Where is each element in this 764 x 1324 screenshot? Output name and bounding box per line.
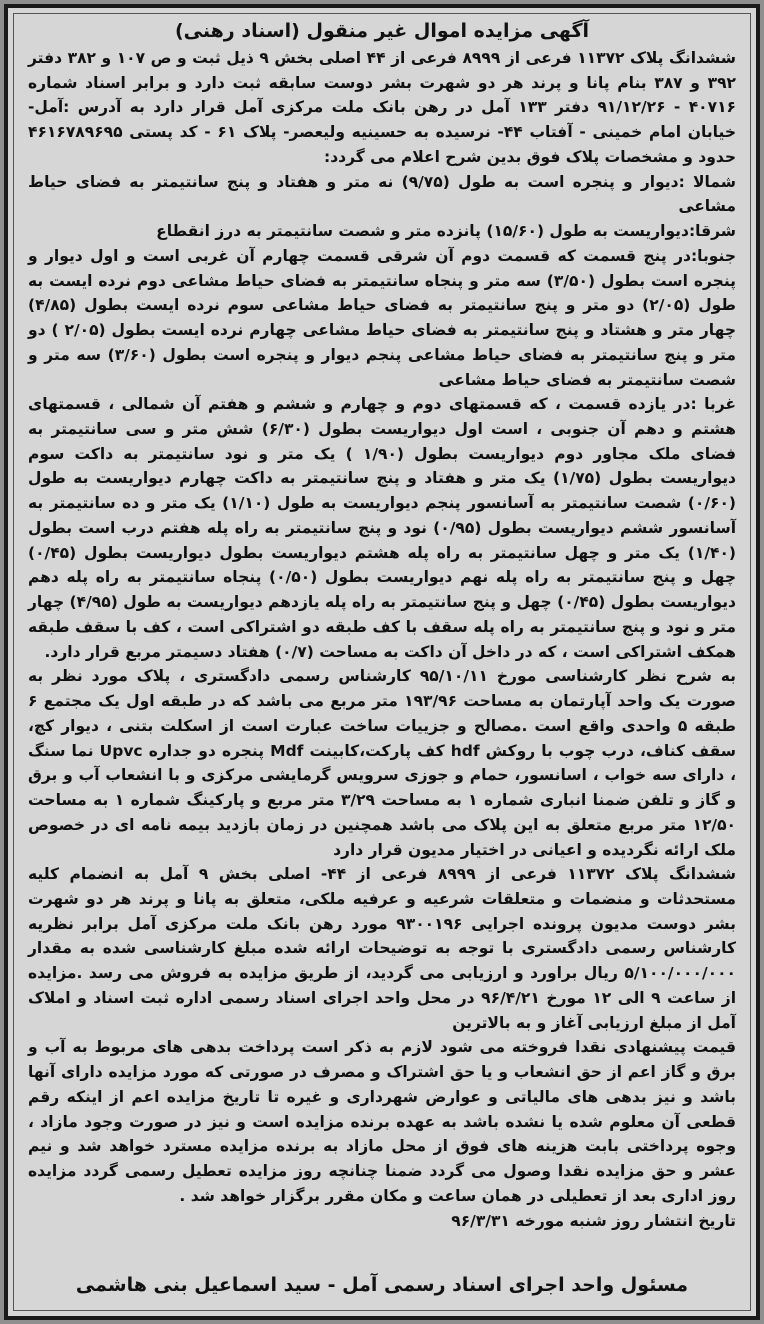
notice-paragraph-west: غربا :در یازده قسمت ، که قسمتهای دوم و چهارم و ششم و هفتم آن شمالی ، قسمتهای هشتم و دهم آن جنوبی ، است اول دیواریست بطول (۶/۳۰) شش متر و سی سانتیمتر به فضای ملک مجاور دوم دیواریست بطول (۱/۹۰ ) یک متر و نود سانتیمتر به داکت سوم دیواریست بطول (۱/۷۵) یک متر و هفتاد و پنج سانتیمتر به داکت چهارم دیواریست به طول (۰/۶۰) شصت سانتیمتر به آسانسور پنجم دیواریست به طول (۱/۱۰) یک متر و ده سانتیمتر به آسانسور ششم دیواریست بطول (۰/۹۵) نود و پنج سانتیمتر به راه پله هفتم درب است بطول (۱/۴۰) یک متر و چهل سانتیمتر به راه پله هشتم دیواریست بطول دیواریست بطول (۰/۴۵) چهل و پنج سانتیمتر به راه پله نهم دیواریست بطول (۰/۵۰) پنجاه سانتیمتر به راه پله دهم دیواریست بطول (۰/۴۵) چهل و پنج سانتیمتر به راه پله یازدهم دیواریست به طول (۴/۹۵) چهار متر و نود و پنج سانتیمتر به راه پله سقف با کف طبقه دو اشتراکی است ، کف با سقف طبقه همکف اشتراکی است ، که در داخل آن داکت به مساحت (۰/۷) هفتاد دسیمتر مربع قرار دارد. (28, 395, 737, 661)
notice-title: آگهی مزایده اموال غیر منقول (اسناد رهنی) (174, 20, 590, 42)
notice-paragraph-appraisal: به شرح نظر کارشناسی مورخ ۹۵/۱۰/۱۱ کارشناس رسمی دادگستری ، پلاک مورد نظر به صورت یک واحد آپارتمان به مساحت ۱۹۳/۹۶ متر مربع می باشد که در طبقه اول یک مجتمع ۶ طبقه ۵ واحدی واقع است .مصالح و جزییات ساخت عبارت است از اسکلت بتنی ، دیوار کچ، سقف کناف، درب چوب با روکش hdf کف پارکت،کابینت Mdf پنجره دو جداره Upvc نما سنگ ، دارای سه خواب ، اسانسور، حمام و جوزی سرویس گرمایشی مرکزی و با انشعاب آب و برق و گاز و تلفن ضمنا انباری شماره ۱ به مساحت ۳/۲۹ متر مربع و پارکینگ شماره ۱ به مساحت ۱۲/۵۰ متر مربع متعلق به این پلاک می باشد همچنین در زمان بازدید بیمه نامه ای در خصوص ملک ارائه نگردیده و اعیانی در اختیار مدیون قرار دارد (28, 667, 737, 859)
notice-paragraph-east: شرقا:دیواریست به طول (۱۵/۶۰) پانزده متر و شصت سانتیمتر به درز انقطاع (156, 222, 736, 241)
notice-paragraph-conditions: قیمت پیشنهادی نقدا فروخته می شود لازم به ذکر است پرداخت بدهی های مربوط به آب و برق و گاز اعم از حق انشعاب و یا حق اشتراک و مصرف در صورتی که مورد مزایده دارای آنها باشد و نیز بدهی های مالیاتی و عوارض شهرداری و غیره تا تاریخ مزایده اعم از اینکه رقم قطعی آن معلوم شده یا نشده باشد به عهده برنده مزایده است و نیز در صورت وجود مازاد ، وجوه پرداختی بابت هزینه های فوق از محل مازاد به برنده مزایده مسترد خواهد شد و نیم عشر و حق مزایده نقدا وصول می گردد ضمنا چنانچه روز مزایده تعطیل رسمی گردد مزایده روز اداری بعد از تعطیلی در همان ساعت و مکان مقرر برگزار خواهد شد . (28, 1038, 736, 1205)
notice-body (28, 46, 736, 1233)
notice-paragraph-plaque: ششدانگ پلاک ۱۱۳۷۲ فرعی از ۸۹۹۹ فرعی از ۴۴ اصلی بخش ۹ ذیل ثبت و ص ۱۰۷ و ۳۸۲ دفتر ۳۹۲ و ۳۸۷ بنام پانا و پرند هر دو شهرت بشر دوست سابقه ثبت دارد و برابر اسناد شماره ۴۰۷۱۶ - ۹۱/۱۲/۲۶ دفتر ۱۳۳ آمل در رهن بانک ملت مرکزی آمل قرار دارد به آدرس :آمل- خیابان امام خمینی - آفتاب ۴۴- نرسیده به حسینیه ولیعصر- پلاک ۶۱ - کد پستی ۴۶۱۶۷۸۹۶۹۵ حدود و مشخصات پلاک فوق بدین شرح اعلام می گردد: (28, 49, 737, 166)
notice-signature: مسئول واحد اجرای اسناد رسمی آمل - سید اسماعیل بنی هاشمی (75, 1274, 689, 1296)
notice-paragraph-north: شمالا :دیوار و پنجره است به طول (۹/۷۵) نه متر و هفتاد و پنج سانتیمتر به فضای حیاط مشاعی (28, 172, 736, 216)
notice-paragraph-south: جنوبا:در پنج قسمت که قسمت دوم آن شرقی قسمت چهارم آن غربی است و اول دیوار و پنجره است بطول (۳/۵۰) سه متر و پنجاه سانتیمتر به فضای حیاط مشاعی دوم نرده ایست به طول (۲/۰۵) دو متر و پنج سانتیمتر به فضای حیاط مشاعی سوم نرده ایست بطول (۴/۸۵) چهار متر و هشتاد و پنج سانتیمتر به فضای حیاط مشاعی چهارم نرده ایست بطول (۲/۰۵ ) دو متر و پنج سانتیمتر به فضای حیاط مشاعی پنجم دیوار و پنجره است بطول (۳/۶۰) سه متر و شصت سانتیمتر به فضای حیاط مشاعی (28, 246, 736, 389)
newspaper-notice (4, 4, 760, 1320)
notice-paragraph-auction: ششدانگ پلاک ۱۱۳۷۲ فرعی از ۸۹۹۹ فرعی از ۴۴- اصلی بخش ۹ آمل به انضمام کلیه مستحدثات و منضمات و متعلقات شرعیه و عرفیه ملکی، متعلق به پانا و پرند هر دو شهرت بشر دوست مدیون پرونده اجرایی ۹۳۰۰۱۹۶ مورد رهن بانک ملت مرکزی آمل برابر نظریه کارشناس رسمی دادگستری با توجه به توضیحات ارائه شده مبلغ کارشناسی شده به مقدار ۵/۱۰۰/۰۰۰/۰۰۰ ریال براورد و ارزیابی می گردید، از طریق مزایده به فروش می رسد .مزایده از ساعت ۹ الی ۱۲ مورخ ۹۶/۴/۲۱ در محل واحد اجرای اسناد رسمی اداره ثبت اسناد و املاک آمل از مبلغ ارزیابی آغاز و به بالاترین (28, 865, 737, 1032)
notice-publish-date: تاریخ انتشار روز شنبه مورخه ۹۶/۳/۳۱ (451, 1211, 736, 1230)
